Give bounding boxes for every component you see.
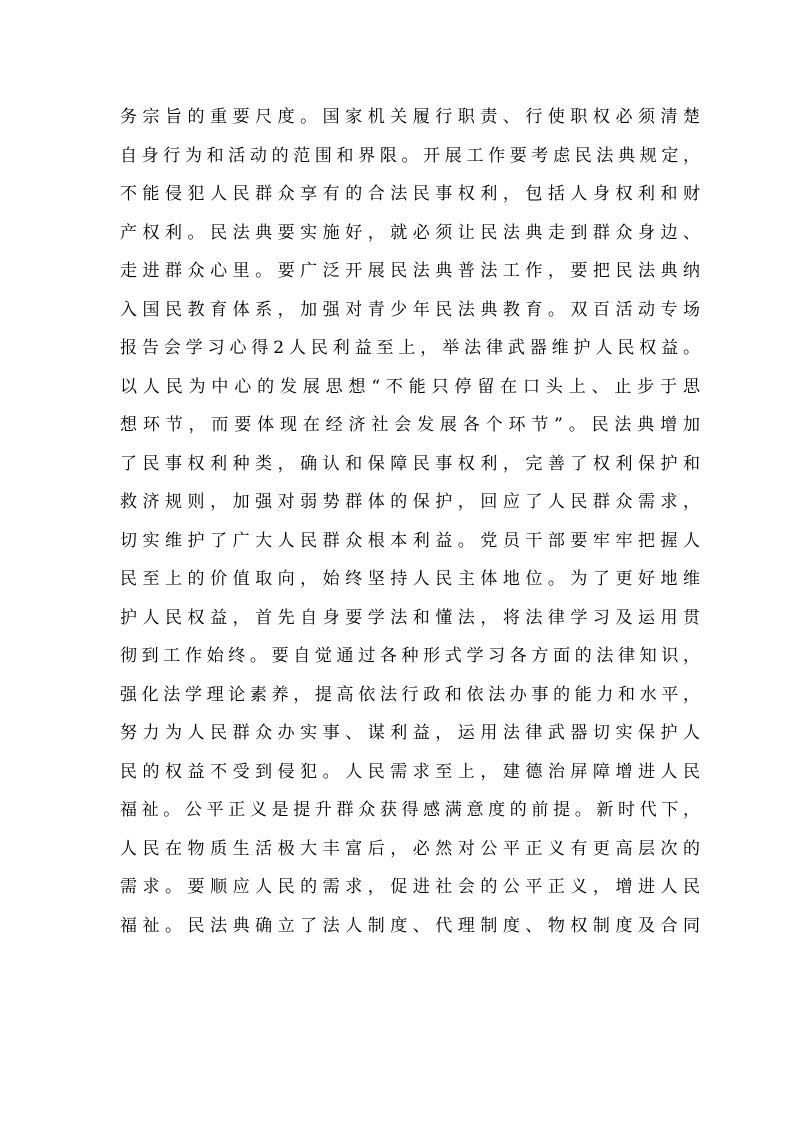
text-line: 彻到工作始终。要自觉通过各种形式学习各方面的法律知识， xyxy=(120,646,700,666)
text-line: 产权利。民法典要实施好，就必须让民法典走到群众身边、 xyxy=(120,222,700,243)
text-line: 民至上的价值取向，始终坚持人民主体地位。为了更好地维 xyxy=(120,569,700,589)
body-text xyxy=(120,98,700,945)
text-line: 护人民权益，首先自身要学法和懂法，将法律学习及运用贯 xyxy=(120,607,700,628)
text-line: 切实维护了广大人民群众根本利益。党员干部要牢牢把握人 xyxy=(120,530,700,551)
text-line: 报告会学习心得2人民利益至上，举法律武器维护人民权益。 xyxy=(120,338,700,358)
text-line: 想环节，而要体现在经济社会发展各个环节”。民法典增加 xyxy=(120,415,700,435)
text-line: 努力为人民群众办实事、谋利益，运用法律武器切实保护人 xyxy=(120,723,700,743)
text-line: 人民在物质生活极大丰富后，必然对公平正义有更高层次的 xyxy=(120,838,700,859)
text-line: 强化法学理论素养，提高依法行政和依法办事的能力和水平， xyxy=(120,684,700,705)
text-line: 了民事权利种类，确认和保障民事权利，完善了权利保护和 xyxy=(120,453,700,474)
text-line: 民的权益不受到侵犯。人民需求至上，建德治屏障增进人民 xyxy=(120,761,700,782)
text-line: 走进群众心里。要广泛开展民法典普法工作，要把民法典纳 xyxy=(120,261,700,281)
text-line: 入国民教育体系，加强对青少年民法典教育。双百活动专场 xyxy=(120,299,700,320)
text-line: 福祉。民法典确立了法人制度、代理制度、物权制度及合同 xyxy=(120,915,700,936)
text-line: 务宗旨的重要尺度。国家机关履行职责、行使职权必须清楚 xyxy=(120,107,700,127)
text-line: 需求。要顺应人民的需求，促进社会的公平正义，增进人民 xyxy=(120,877,700,897)
text-line: 救济规则，加强对弱势群体的保护，回应了人民群众需求， xyxy=(120,492,700,512)
text-line: 不能侵犯人民群众享有的合法民事权利，包括人身权利和财 xyxy=(120,184,700,204)
text-line: 以人民为中心的发展思想“不能只停留在口头上、止步于思 xyxy=(120,376,700,397)
text-line: 自身行为和活动的范围和界限。开展工作要考虑民法典规定， xyxy=(120,145,700,166)
text-line: 福祉。公平正义是提升群众获得感满意度的前提。新时代下， xyxy=(120,800,700,820)
